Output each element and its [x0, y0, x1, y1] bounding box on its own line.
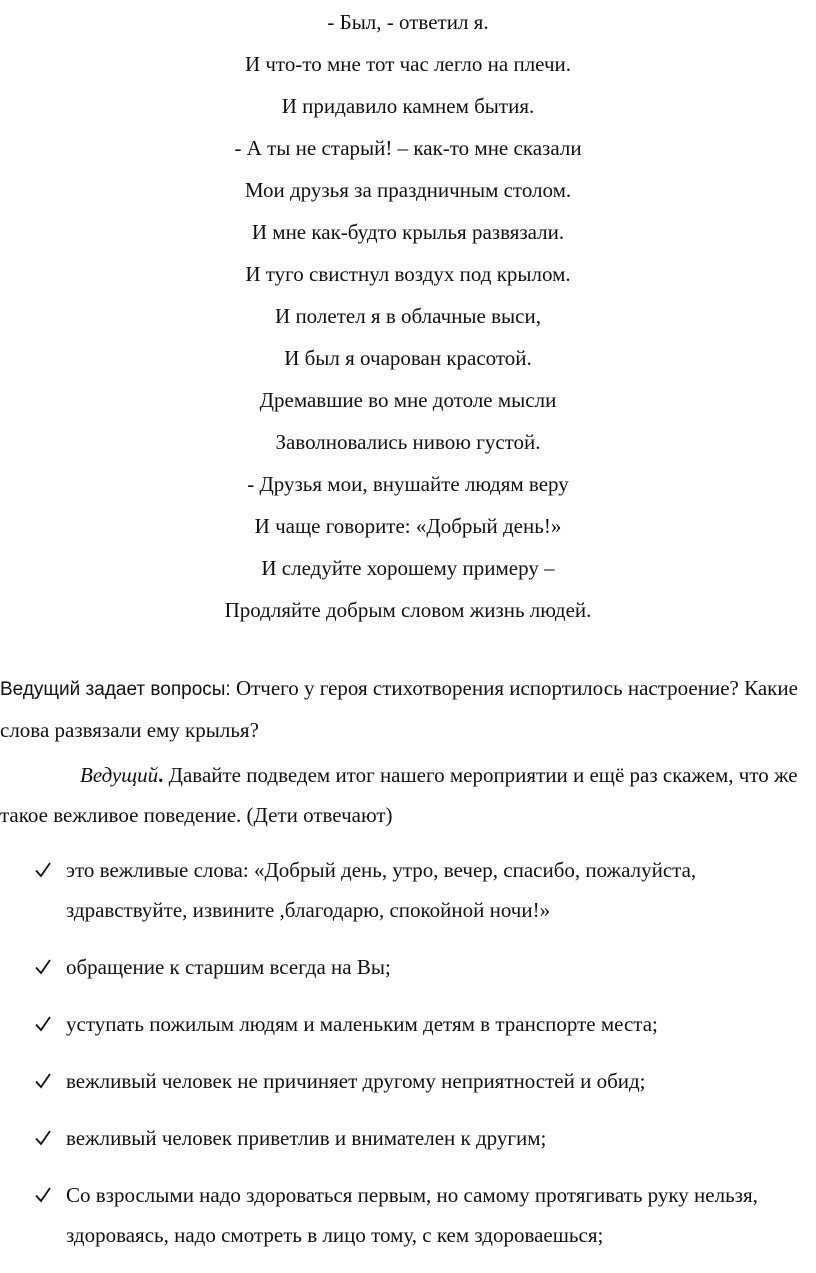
checkmark-icon: [34, 1186, 52, 1204]
checkmark-icon: [34, 1015, 52, 1033]
checkmark-icon: [34, 861, 52, 879]
list-item-text: это вежливые слова: «Добрый день, утро, вечер, спасибо, пожалуйста, здравствуйте, извините ,благодарю, спокойной ночи!»: [66, 858, 697, 922]
host-name: Ведущий: [80, 763, 159, 787]
list-item: [0, 1175, 816, 1255]
poem-line: - Был, - ответил я.: [327, 10, 489, 34]
poem-line: Продляйте добрым словом жизнь людей.: [224, 598, 592, 622]
poem-line: - А ты не старый! – как-то мне сказали: [234, 136, 582, 160]
questions-paragraph: [0, 668, 816, 750]
list-item-text: Со взрослыми надо здороваться первым, но самому протягивать руку нельзя, здороваясь, надо смотреть в лицо тому, с кем здороваешься;: [66, 1183, 758, 1247]
list-item-text: вежливый человек приветлив и внимателен к другим;: [66, 1126, 547, 1150]
checkmark-icon: [34, 1072, 52, 1090]
poem-line: И полетел я в облачные выси,: [275, 304, 541, 328]
host-paragraph: [0, 755, 816, 835]
list-item-text: обращение к старшим всегда на Вы;: [66, 955, 391, 979]
list-item-text: вежливый человек не причиняет другому неприятностей и обид;: [66, 1069, 646, 1093]
poem-line: И придавило камнем бытия.: [281, 94, 535, 118]
list-item: [0, 1004, 816, 1044]
checkmark-icon: [34, 958, 52, 976]
list-item: [0, 1061, 816, 1101]
questions-text: Отчего у героя стихотворения испортилось настроение? Какие слова развязали ему крылья?: [0, 676, 798, 742]
poem-line: И что-то мне тот час легло на плечи.: [244, 52, 572, 76]
poem: [0, 1, 816, 631]
poem-line: И чаще говорите: «Добрый день!»: [254, 514, 562, 538]
poem-line: И следуйте хорошему примеру –: [261, 556, 555, 580]
list-item-text: уступать пожилым людям и маленьким детям в транспорте места;: [66, 1012, 658, 1036]
questions-label: Ведущий задает вопросы:: [0, 679, 231, 700]
poem-line: И был я очарован красотой.: [284, 346, 532, 370]
list-item: [0, 850, 816, 930]
list-item: [0, 947, 816, 987]
checkmark-icon: [34, 1129, 52, 1147]
host-dot: .: [158, 763, 164, 787]
politeness-list: [0, 850, 816, 1272]
poem-line: Заволновались нивою густой.: [275, 430, 541, 454]
list-item: [0, 1118, 816, 1158]
poem-line: - Друзья мои, внушайте людям веру: [247, 472, 569, 496]
poem-line: И мне как-будто крылья развязали.: [251, 220, 565, 244]
host-text: Давайте подведем итог нашего мероприятии и ещё раз скажем, что же такое вежливое поведение. (Дети отвечают): [0, 763, 798, 827]
poem-line: Мои друзья за праздничным столом.: [244, 178, 572, 202]
poem-line: И туго свистнул воздух под крылом.: [245, 262, 571, 286]
poem-line: Дремавшие во мне дотоле мысли: [259, 388, 557, 412]
